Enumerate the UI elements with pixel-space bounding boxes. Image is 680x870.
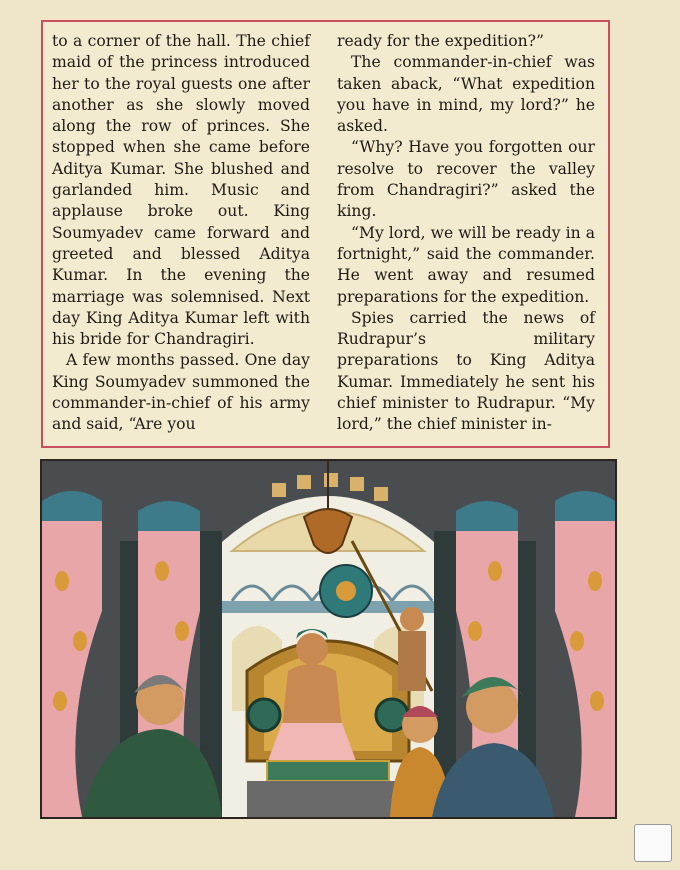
story-paragraph: Spies carried the news of Rudrapur’s military preparations to King Aditya Kumar. Immediately he sent his chief minister to Rudrapur. “My lord,” the chief minister in- (337, 308, 595, 434)
story-paragraph: ready for the expedition?” (337, 32, 545, 50)
throne-room-scene (42, 461, 615, 817)
story-paragraph: “Why? Have you forgotten our resolve to recover the valley from Chandragiri?” asked the king. (337, 138, 595, 221)
story-text-frame (41, 20, 610, 448)
story-paragraph: A few months passed. One day King Soumyadev summoned the commander-in-chief of his army and said, “Are you (52, 351, 310, 434)
library-stamp-logo (634, 824, 672, 862)
throne-room-illustration (40, 459, 617, 819)
story-paragraph: “My lord, we will be ready in a fortnight,” said the commander. He went away and resumed preparations for the expedition. (337, 223, 595, 306)
story-column-right (337, 31, 595, 436)
story-paragraph: The commander-in-chief was taken aback, “What expedition you have in mind, my lord?” he asked. (337, 53, 595, 136)
story-column-left (52, 31, 310, 436)
story-paragraph: to a corner of the hall. The chief maid of the princess introduced her to the royal guests one after another as she slowly moved along the row of princes. She stopped when she came before Aditya Kumar. She blushed and garlanded him. Music and applause broke out. King Soumyadev came forward and greeted and blessed Aditya Kumar. In the evening the marriage was solemnised. Next day King Aditya Kumar left with his bride for Chandragiri. (52, 32, 310, 349)
